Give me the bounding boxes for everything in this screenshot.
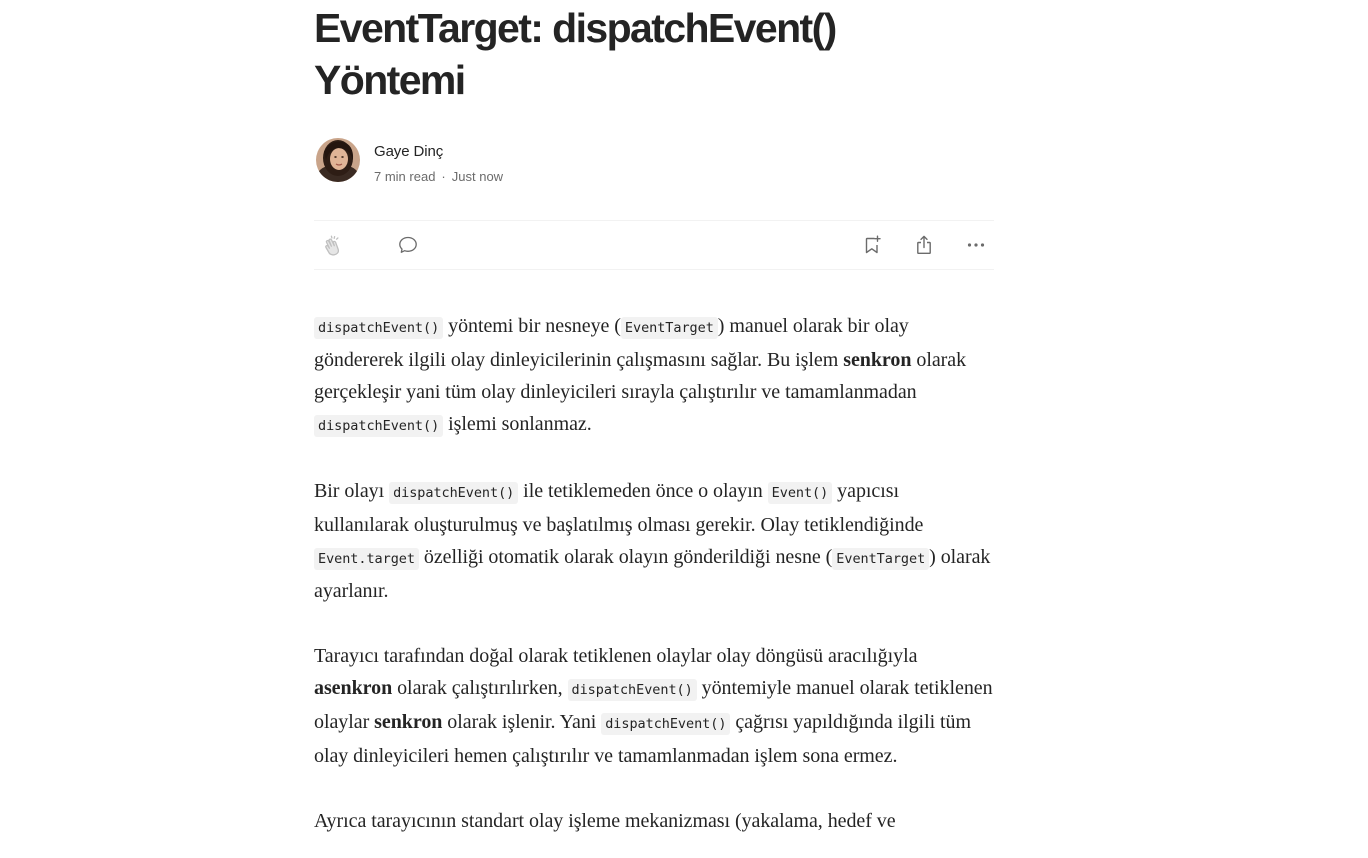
inline-code: dispatchEvent() [314,317,443,339]
paragraph-3 [314,640,994,772]
author-block [314,137,714,183]
share-button[interactable] [912,233,936,257]
more-button[interactable] [964,233,988,257]
author-name[interactable]: Gaye Dinç [374,143,444,160]
avatar[interactable] [316,138,360,182]
post-meta [374,169,503,184]
inline-code: Event() [768,482,833,504]
inline-code: dispatchEvent() [314,415,443,437]
text-run: Bir olayı [314,480,390,502]
bold-text: senkron [374,711,443,733]
text-run: Tarayıcı tarafından doğal olarak tetiklenen olaylar olay döngüsü aracılığıyla [314,645,918,667]
more-horizontal-icon [964,233,988,257]
text-run: olarak gerçekleşir yani tüm olay dinleyicileri sırayla çalıştırılır ve tamamlanmadan [314,349,967,403]
publish-time: Just now [451,169,504,184]
text-run: yöntemiyle manuel olarak tetiklenen olaylar [314,677,993,733]
avatar-image [316,138,360,182]
paragraph-4 [314,805,994,837]
speech-bubble-icon [396,233,420,257]
inline-code: Event.target [314,548,419,570]
title-line-1: EventTarget: dispatchEvent() [314,5,836,51]
clap-icon [322,233,346,257]
text-run: Ayrıca tarayıcının standart olay işleme mekanizması (yakalama, hedef ve [314,810,896,832]
paragraph-1 [314,310,994,442]
text-run: ) olarak ayarlanır. [314,546,991,602]
read-time: 7 min read [374,169,436,184]
title-line-2: Yöntemi [314,57,465,103]
share-icon [912,233,936,257]
action-bar [314,220,994,270]
text-run: olarak işlenir. Yani [442,711,602,733]
bold-text: senkron [843,349,912,371]
respond-button[interactable] [396,233,420,257]
inline-code: EventTarget [832,548,929,570]
bookmark-add-icon [860,233,884,257]
text-run: yapıcısı kullanılarak oluşturulmuş ve başlatılmış olması gerekir. Olay tetiklendiğinde [314,480,924,536]
inline-code: dispatchEvent() [389,482,518,504]
inline-code: EventTarget [621,317,718,339]
text-run: özelliği otomatik olarak olayın gönderildiği nesne ( [418,546,833,568]
paragraph-2 [314,475,994,607]
text-run: işlemi sonlanmaz. [443,413,592,435]
inline-code: dispatchEvent() [568,679,697,701]
text-run: ile tetiklemeden önce o olayın [518,480,768,502]
bookmark-button[interactable] [860,233,884,257]
text-run: olarak çalıştırılırken, [392,677,568,699]
text-run: ) manuel olarak bir olay göndererek ilgili olay dinleyicilerinin çalışmasını sağlar. Bu işlem [314,315,909,371]
article-body [314,310,994,858]
article-title [314,2,1014,106]
text-run: yöntemi bir nesneye ( [443,315,621,337]
inline-code: dispatchEvent() [601,713,730,735]
bold-text: asenkron [314,677,393,699]
meta-separator: · [441,169,446,184]
clap-button[interactable] [322,233,346,257]
text-run: çağrısı yapıldığında ilgili tüm olay dinleyicileri hemen çalıştırılır ve tamamlanmadan işlem sona ermez. [314,711,971,767]
